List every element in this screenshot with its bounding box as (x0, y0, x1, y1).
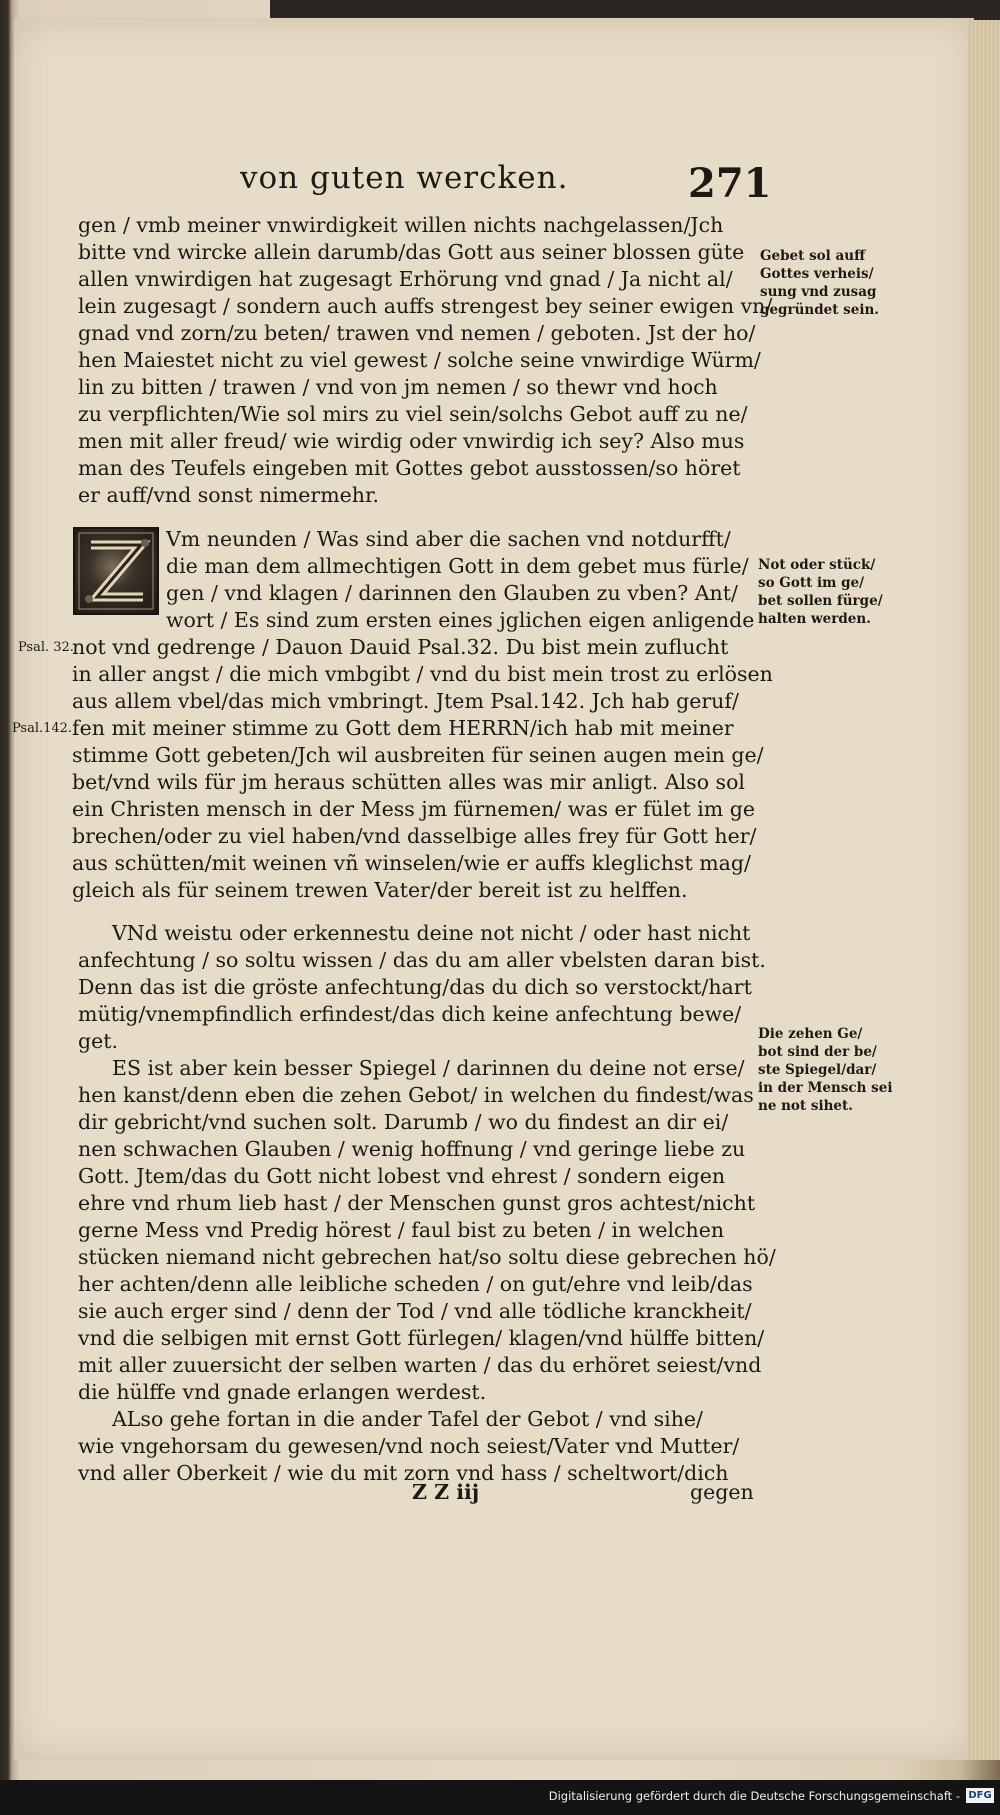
text-line: dir gebricht/vnd suchen solt. Darumb / wo du findest an dir ei/ (78, 1110, 729, 1134)
text-line: stimme Gott gebeten/Jch wil ausbreiten für seinen augen mein ge/ (72, 743, 764, 767)
sidenote-line: Gebet sol auff (760, 248, 866, 264)
sidenote-line: in der Mensch sei (758, 1080, 893, 1096)
sidenote-line: halten werden. (758, 611, 871, 627)
text-line: man des Teufels eingeben mit Gottes gebot ausstossen/so höret (78, 456, 741, 480)
sidenote-line: sung vnd zusag (760, 284, 877, 300)
page-number: 271 (688, 160, 772, 207)
text-line: vnd die selbigen mit ernst Gott fürlegen/ klagen/vnd hülffe bitten/ (78, 1326, 765, 1350)
text-line: brechen/oder zu viel haben/vnd dasselbige alles frey für Gott her/ (72, 824, 757, 848)
psalm-reference: Psal.142. (12, 721, 73, 736)
page-edge-stack (968, 20, 1000, 1760)
text-line: ALso gehe fortan in die ander Tafel der Gebot / vnd sihe/ (112, 1407, 703, 1431)
sidenote-line: ste Spiegel/dar/ (758, 1062, 877, 1078)
catchword: gegen (690, 1480, 754, 1504)
sidenote-line: Gottes verheis/ (760, 266, 874, 282)
text-line: Denn das ist die gröste anfechtung/das du dich so verstockt/hart (78, 975, 752, 999)
digitization-footer (0, 1780, 1000, 1815)
text-line: wort / Es sind zum ersten eines jglichen eigen anligende (166, 608, 755, 632)
text-line: gerne Mess vnd Predig hörest / faul bist zu beten / in welchen (78, 1218, 725, 1242)
text-line: fen mit meiner stimme zu Gott dem HERRN/ich hab mit meiner (72, 716, 734, 740)
text-line: get. (78, 1029, 119, 1053)
text-line: nen schwachen Glauben / wenig hoffnung / vnd geringe liebe zu (78, 1137, 746, 1161)
text-line: hen kanst/denn eben die zehen Gebot/ in welchen du findest/was (78, 1083, 754, 1107)
text-line: bitte vnd wircke allein darumb/das Gott aus seiner blossen güte (78, 240, 745, 264)
text-line: mütig/vnempfindlich erfindest/das dich keine anfechtung bewe/ (78, 1002, 742, 1026)
text-line: die hülffe vnd gnade erlangen werdest. (78, 1380, 487, 1404)
text-line: ein Christen mensch in der Mess jm fürnemen/ was er fület im ge (72, 797, 755, 821)
sidenote-line: ne not sihet. (758, 1098, 853, 1114)
text-line: ES ist aber kein besser Spiegel / darinnen du deine not erse/ (112, 1056, 745, 1080)
text-line: vnd aller Oberkeit / wie du mit zorn vnd hass / scheltwort/dich (78, 1461, 729, 1485)
sidenote-line: Die zehen Ge/ (758, 1026, 863, 1042)
signature-mark: Z Z iij (412, 1480, 480, 1504)
sidenote-line: so Gott im ge/ (758, 575, 865, 591)
text-line: Gott. Jtem/das du Gott nicht lobest vnd ehrest / sondern eigen (78, 1164, 726, 1188)
text-line: anfechtung / so soltu wissen / das du am aller vbelsten daran bist. (78, 948, 766, 972)
text-line: allen vnwirdigen hat zugesagt Erhörung vnd gnad / Ja nicht al/ (78, 267, 733, 291)
text-line: bet/vnd wils für jm heraus schütten alles was mir anligt. Also sol (72, 770, 745, 794)
text-line: ehre vnd rhum lieb hast / der Menschen gunst gros achtest/nicht (78, 1191, 756, 1215)
text-line: gleich als für seinem trewen Vater/der bereit ist zu helffen. (72, 878, 688, 902)
text-line: hen Maiestet nicht zu viel gewest / solche seine vnwirdige Würm/ (78, 348, 761, 372)
running-title: von guten wercken. (240, 160, 569, 196)
text-line: her achten/denn alle leibliche scheden / on gut/ehre vnd leib/das (78, 1272, 753, 1296)
text-line: men mit aller freud/ wie wirdig oder vnwirdig ich sey? Also mus (78, 429, 745, 453)
sidenote-line: gegründet sein. (760, 302, 880, 318)
text-line: in aller angst / die mich vmbgibt / vnd du bist mein trost zu erlösen (72, 662, 773, 686)
text-line: Vm neunden / Was sind aber die sachen vnd notdurfft/ (166, 527, 731, 551)
psalm-reference: Psal. 32. (18, 640, 74, 655)
text-line: er auff/vnd sonst nimermehr. (78, 483, 380, 507)
text-line: sie auch erger sind / denn der Tod / vnd alle tödliche kranckheit/ (78, 1299, 752, 1323)
text-line: gen / vmb meiner vnwirdigkeit willen nichts nachgelassen/Jch (78, 213, 724, 237)
text-line: lein zugesagt / sondern auch auffs strengest bey seiner ewigen vn/ (78, 294, 773, 318)
sidenote-line: Not oder stück/ (758, 557, 876, 573)
decorated-initial-z (73, 527, 159, 615)
text-line: aus allem vbel/das mich vmbringt. Jtem Psal.142. Jch hab geruf/ (72, 689, 739, 713)
sidenote-line: bet sollen fürge/ (758, 593, 883, 609)
sidenote-line: bot sind der be/ (758, 1044, 877, 1060)
text-line: lin zu bitten / trawen / vnd von jm nemen / so thewr vnd hoch (78, 375, 718, 399)
text-line: not vnd gedrenge / Dauon Dauid Psal.32. Du bist mein zuflucht (72, 635, 729, 659)
text-line: wie vngehorsam du gewesen/vnd noch seiest/Vater vnd Mutter/ (78, 1434, 740, 1458)
funding-credit: Digitalisierung gefördert durch die Deutsche Forschungsgemeinschaft - (548, 1789, 960, 1803)
dfg-logo: DFG (966, 1788, 994, 1803)
text-line: gnad vnd zorn/zu beten/ trawen vnd nemen / geboten. Jst der ho/ (78, 321, 756, 345)
text-line: aus schütten/mit weinen vñ winselen/wie er auffs kleglichst mag/ (72, 851, 751, 875)
text-line: mit aller zuuersicht der selben warten / das du erhöret seiest/vnd (78, 1353, 762, 1377)
text-line: zu verpflichten/Wie sol mirs zu viel sein/solchs Gebot auff zu ne/ (78, 402, 748, 426)
text-line: stücken niemand nicht gebrechen hat/so soltu diese gebrechen hö/ (78, 1245, 776, 1269)
text-line: VNd weistu oder erkennestu deine not nicht / oder hast nicht (112, 921, 751, 945)
text-line: die man dem allmechtigen Gott in dem gebet mus fürle/ (166, 554, 749, 578)
text-line: gen / vnd klagen / darinnen den Glauben zu vben? Ant/ (166, 581, 738, 605)
